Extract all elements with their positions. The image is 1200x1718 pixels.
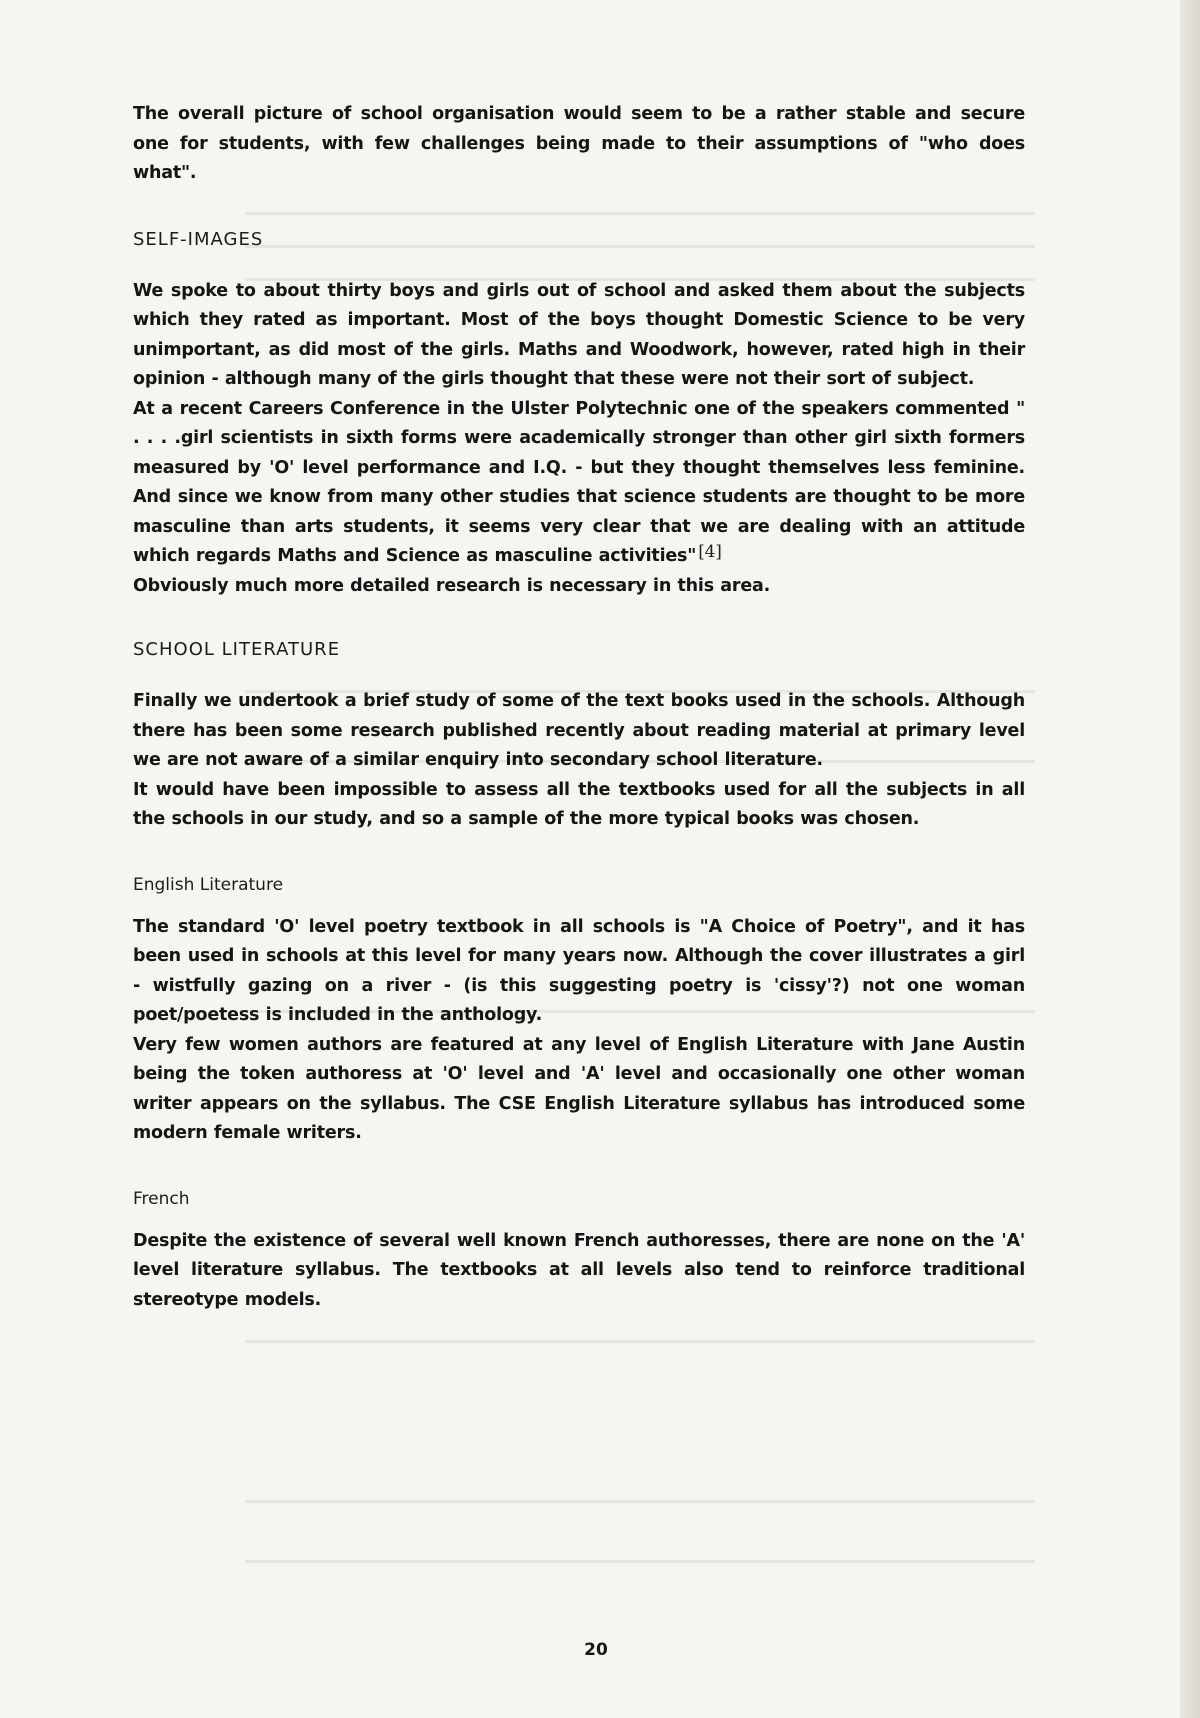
page-number: 20	[584, 1640, 608, 1660]
subheading-english-literature: English Literature	[133, 874, 284, 895]
section-heading-self-images: SELF-IMAGES	[133, 228, 264, 250]
subheading-french: French	[133, 1188, 190, 1209]
self-images-conclusion: Obviously much more detailed research is necessary in this area.	[133, 575, 771, 596]
self-images-paragraph: We spoke to about thirty boys and girls out of school and asked them about the subjects which they rated as important. Most of the boys thought Domestic Science to be very unimportant, as did most of the girls. Maths and Woodwork, however, rated high in their opinion - although many of the girls thought that these were not their sort of subject.	[133, 280, 1025, 389]
show-through-line	[245, 1340, 1035, 1343]
english-literature-paragraph-2: Very few women authors are featured at any level of English Literature with Jane Austin being the token authoress at 'O' level and 'A' level and occasionally one other woman writer appears on the syllabus. The CSE English Literature syllabus has introduced some modern female writers.	[133, 1034, 1025, 1143]
section-heading-school-literature: SCHOOL LITERATURE	[133, 639, 341, 660]
self-images-quote-paragraph	[133, 395, 1025, 572]
french-paragraph: Despite the existence of several well known French authoresses, there are none on the 'A' level literature syllabus. The textbooks at all levels also tend to reinforce traditional stereotype models.	[133, 1230, 1025, 1310]
show-through-line	[245, 1560, 1035, 1563]
english-literature-paragraph: The standard 'O' level poetry textbook in all schools is "A Choice of Poetry", and it has been used in schools at this level for many years now. Although the cover illustrates a girl - wistfully gazing on a river - (is this suggesting poetry is 'cissy'?) not one woman poet/poetess is included in the anthology.	[133, 916, 1025, 1025]
document-body	[133, 100, 1025, 1315]
show-through-line	[245, 1500, 1035, 1503]
school-literature-paragraph-2: It would have been impossible to assess all the textbooks used for all the subjects in all the schools in our study, and so a sample of the more typical books was chosen.	[133, 779, 1025, 829]
page-edge	[1180, 0, 1200, 1718]
quote-text: At a recent Careers Conference in the Ulster Polytechnic one of the speakers commented " . . . .girl scientists in sixth forms were academically stronger than other girl sixth formers measured by 'O' level performance and I.Q. - but they thought themselves less feminine. And since we know from many other studies that science students are thought to be more masculine than arts students, it seems very clear that we are dealing with an attitude which regards Maths and Science as masculine activities"	[133, 398, 1025, 566]
intro-paragraph: The overall picture of school organisation would seem to be a rather stable and secure one for students, with few challenges being made to their assumptions of "who does what".	[133, 104, 1025, 183]
handwritten-reference-mark: [4]	[698, 542, 722, 562]
school-literature-paragraph: Finally we undertook a brief study of some of the text books used in the schools. Although there has been some research published recently about reading material at primary level we are not aware of a similar enquiry into secondary school literature.	[133, 691, 1025, 770]
